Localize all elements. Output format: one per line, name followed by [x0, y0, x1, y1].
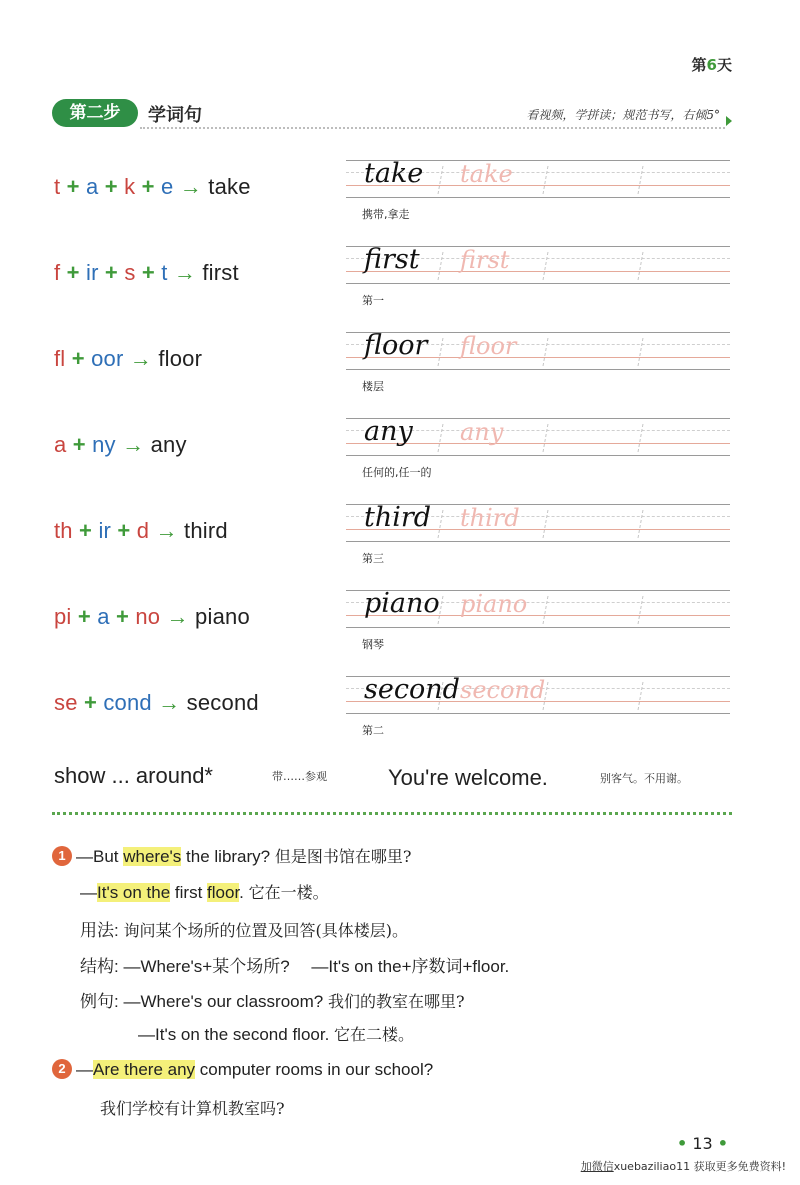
number-badge-1: 1 [52, 846, 72, 866]
word-meaning: 第一 [362, 294, 384, 307]
structure-line: 结构: —Where's+某个场所? —It's on the+序数词+floor. [80, 957, 510, 976]
sentence-1: 1 —But where's the library? 但是图书馆在哪里? [52, 844, 411, 867]
phrase-youre-welcome: You're welcome. [388, 765, 548, 790]
tracing-word[interactable]: take [460, 160, 513, 188]
step-badge: 第二步 [52, 99, 138, 127]
cursive-word: first [364, 244, 420, 275]
word-meaning: 钢琴 [362, 638, 384, 651]
sentence-2: 2 —Are there any computer rooms in our school? [52, 1059, 433, 1080]
tracing-word[interactable]: third [460, 504, 520, 532]
word-meaning: 第三 [362, 552, 384, 565]
spelling-formula: a + ny → any [54, 432, 187, 457]
tracing-word[interactable]: floor [460, 332, 517, 360]
spelling-formula: pi + a + no → piano [54, 604, 250, 629]
phrase-show-around: show ... around* [54, 763, 213, 788]
step-divider [140, 127, 725, 129]
tracing-word[interactable]: piano [460, 590, 528, 618]
cursive-word: any [364, 416, 413, 447]
phrase-youre-welcome-cn: 别客气。不用谢。 [600, 772, 688, 785]
section-divider [52, 812, 732, 815]
cursive-word: take [364, 158, 424, 189]
footer-note: 加微信xuebaziliao11 获取更多免费资料! [580, 1160, 786, 1173]
corner-arrow-icon [726, 116, 732, 126]
spelling-formula: th + ir + d → third [54, 518, 228, 543]
phrase-show-around-cn: 带……参观 [272, 770, 327, 783]
example-line-2: —It's on the second floor. 它在二楼。 [138, 1025, 415, 1044]
tracing-word[interactable]: second [460, 676, 546, 704]
spelling-formula: t + a + k + e → take [54, 174, 251, 199]
step-instructions: 看视频，学拼读；规范书写，右倾5° [526, 108, 720, 122]
footer-link[interactable]: 加微信 [580, 1160, 614, 1173]
tracing-word[interactable]: first [460, 246, 510, 274]
word-meaning: 携带,拿走 [362, 208, 410, 221]
number-badge-2: 2 [52, 1059, 72, 1079]
tracing-word[interactable]: any [460, 418, 504, 446]
spelling-formula: se + cond → second [54, 690, 259, 715]
word-meaning: 第二 [362, 724, 384, 737]
sentence-2-translation: 我们学校有计算机教室吗? [100, 1099, 285, 1118]
usage-line: 用法: 询问某个场所的位置及回答(具体楼层)。 [80, 921, 408, 940]
cursive-word: second [364, 674, 460, 705]
cursive-word: floor [364, 330, 428, 361]
example-line-1: 例句: —Where's our classroom? 我们的教室在哪里? [80, 992, 465, 1011]
spelling-formula: f + ir + s + t → first [54, 260, 239, 285]
step-title: 学词句 [148, 105, 202, 126]
page-number: • 13 • [676, 1134, 728, 1153]
day-label: 第6天 [691, 56, 732, 74]
word-meaning: 楼层 [362, 380, 384, 393]
sentence-1-answer: —It's on the first floor. 它在一楼。 [80, 883, 329, 902]
cursive-word: third [364, 502, 432, 533]
spelling-formula: fl + oor → floor [54, 346, 203, 371]
cursive-word: piano [364, 588, 440, 619]
word-meaning: 任何的,任一的 [362, 466, 432, 479]
